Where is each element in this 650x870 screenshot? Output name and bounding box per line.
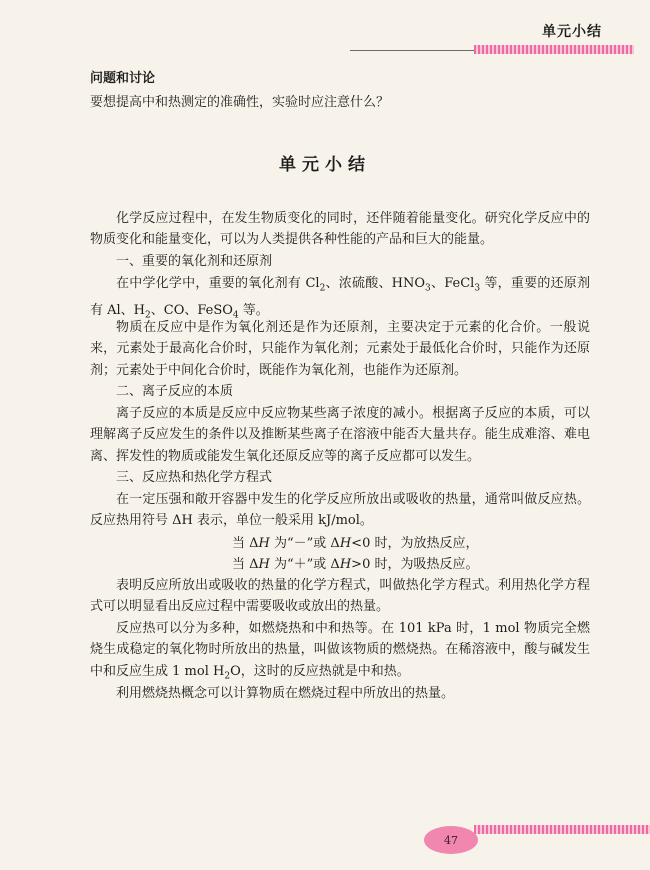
s1-heading: 一、重要的氧化剂和还原剂: [116, 254, 273, 269]
s3-paragraph-1: 在一定压强和敞开容器中发生的化学反应所放出或吸收的热量，通常叫做反应热。反应热用符号 ΔH 表示，单位一般采用 kJ/mol。: [90, 492, 590, 529]
s3-heading: 三、反应热和热化学方程式: [116, 470, 273, 485]
header-rule: [350, 50, 474, 51]
running-header: 单元小结: [542, 24, 602, 40]
s3-paragraph-4: 利用燃烧热概念可以计算物质在燃烧过程中所放出的热量。: [116, 686, 455, 701]
s2-heading: 二、离子反应的本质: [116, 384, 234, 399]
s3-paragraph-2: 表明反应所放出或吸收的热量的化学方程式，叫做热化学方程式。利用热化学方程式可以明显看出反应过程中需要吸收或放出的热量。: [90, 578, 590, 615]
s1-paragraph-2: 物质在反应中是作为氧化剂还是作为还原剂，主要决定于元素的化合价。一般说来，元素处于最高化合价时，只能作为氧化剂；元素处于最低化合价时，只能作为还原剂；元素处于中间化合价时，既能作为氧化剂，也能作为还原剂。: [90, 320, 590, 378]
page-number: 47: [444, 833, 458, 847]
s3-paragraph-3: 反应热可以分为多种，如燃烧热和中和热等。在 101 kPa 时，1 mol 物质完全燃烧生成稳定的氧化物时所放出的热量，叫做该物质的燃烧热。在稀溶液中，酸与碱发生中和反应生成 1 mol $H_2O$，这时的反应热就是中和热。: [90, 621, 590, 682]
question-title: 问题和讨论: [90, 71, 156, 86]
page-number-badge: [424, 826, 478, 854]
formula-exothermic: 当 ΔH 为“－”或 ΔH<0 时，为放热反应，: [232, 536, 479, 551]
s1-paragraph-1: 在中学化学中，重要的氧化剂有 $Cl_2$、浓硫酸、$HNO_3$、FeCl$_3$ 等，重要的还原剂有 Al、$H_2$、CO、FeSO$_4$ 等。: [90, 276, 590, 321]
footer-stripe: [474, 825, 650, 834]
formula-endothermic: 当 ΔH 为“＋”或 ΔH>0 时，为吸热反应。: [232, 557, 479, 572]
question-body: 要想提高中和热测定的准确性，实验时应注意什么？: [90, 95, 390, 110]
section-title: 单元小结: [279, 155, 371, 175]
header-stripe: [474, 45, 634, 54]
intro-paragraph: 化学反应过程中，在发生物质变化的同时，还伴随着能量变化。研究化学反应中的物质变化和能量变化，可以为人类提供各种性能的产品和巨大的能量。: [90, 211, 590, 248]
s2-paragraph-1: 离子反应的本质是反应中反应物某些离子浓度的减小。根据离子反应的本质，可以理解离子反应发生的条件以及推断某些离子在溶液中能否大量共存。能生成难溶、难电离、挥发性的物质或能发生氧化还原反应等的离子反应都可以发生。: [90, 406, 590, 464]
